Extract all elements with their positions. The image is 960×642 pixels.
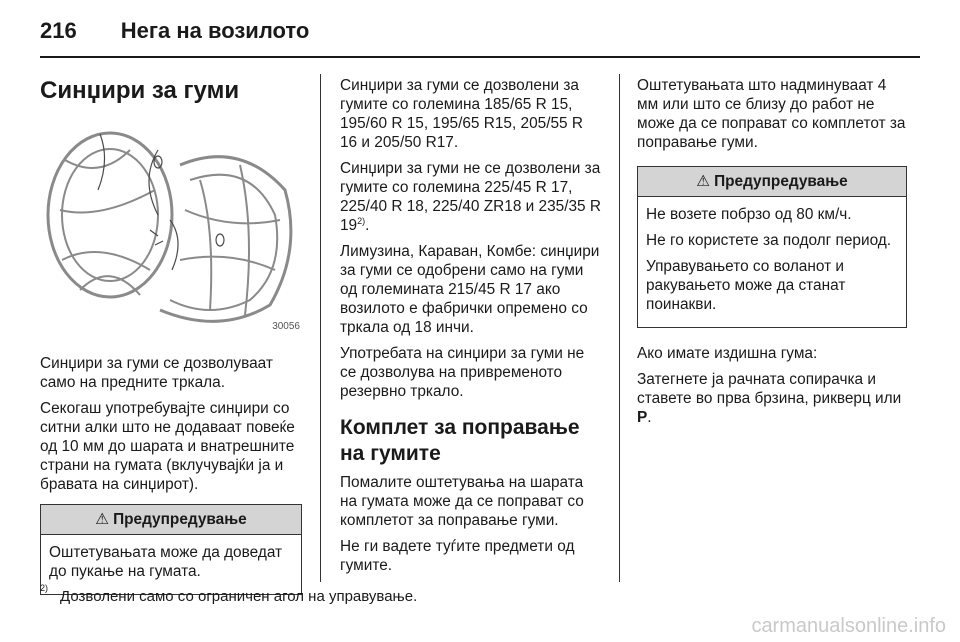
warning-header-2	[638, 167, 906, 197]
warning-2-speed: Не возете побрзо од 80 км/ч.	[646, 206, 852, 223]
paragraph-damage-limit: Оштетувањата што надминуваат 4 мм или што се близу до работ не може да се поправат со комплетот за поправање гуми.	[637, 77, 906, 151]
column-3	[637, 76, 907, 434]
column-divider-2	[619, 74, 620, 582]
figure-number: 30056	[272, 321, 300, 332]
section-title-tire-repair-kit: Комплет за поправање на гумите	[340, 416, 580, 465]
section-title-tire-chains: Синџири за гуми	[40, 77, 240, 104]
warning-triangle-icon: ⚠	[696, 173, 711, 190]
paragraph-spare-wheel: Употребата на синџири за гуми не се дозволува на привременото резервно тркало.	[340, 345, 585, 400]
footnote-text: Дозволени само со ограничен агол на управување.	[60, 588, 418, 605]
header-rule	[40, 56, 920, 58]
warning-title-2: Предупредување	[714, 173, 848, 190]
gear-park-symbol: P	[637, 409, 648, 426]
footnote	[40, 583, 418, 605]
paragraph-handbrake	[637, 370, 907, 427]
column-divider-1	[320, 74, 321, 582]
chapter-title: Нега на возилото	[120, 18, 310, 43]
page-header	[40, 18, 309, 58]
warning-body-2	[638, 197, 906, 327]
tire-chains-figure	[40, 120, 302, 340]
warning-title-1: Предупредување	[113, 511, 247, 528]
warning-2-handling: Управувањето со воланот и ракувањето може да станат поинакви.	[646, 258, 846, 313]
paragraph-sedan-wagon-van: Лимузина, Караван, Комбе: синџири за гуми се одобрени само на гуми од големината 215/45 R 17 ако возилото е фабрички опремено со тркала од 18 инчи.	[340, 243, 600, 336]
not-allowed-sizes-text: Синџири за гуми не се дозволени за гумите со големина 225/45 R 17, 225/40 R 18, 225/40 ZR18 и 235/35 R 19	[340, 160, 602, 234]
paragraph-not-allowed-sizes	[340, 159, 604, 235]
paragraph-minor-damage: Помалите оштетувања на шарата на гумата може да се поправат со комплетот за поправање гуми.	[340, 474, 584, 529]
column-1	[40, 76, 302, 607]
warning-header-1	[41, 505, 301, 535]
warning-box-2	[637, 166, 907, 328]
footnote-mark: 2)	[40, 583, 49, 593]
warning-2-duration: Не го користете за подолг период.	[646, 232, 892, 249]
paragraph-front-wheels: Синџири за гуми се дозволуваат само на предните тркала.	[40, 355, 273, 391]
warning-1-text: Оштетувањата може да доведат до пукање на гумата.	[49, 544, 283, 580]
footnote-reference: 2)	[357, 215, 366, 226]
not-allowed-sizes-period: .	[365, 217, 370, 234]
column-2	[340, 76, 604, 582]
handbrake-period: .	[647, 409, 652, 426]
paragraph-foreign-objects: Не ги вадете туѓите предмети од гумите.	[340, 538, 575, 574]
tire-chains-illustration	[40, 120, 302, 340]
paragraph-fine-mesh-chains: Секогаш употребувајте синџири со ситни алки што не додаваат повеќе од 10 мм до шарата и внатрешните страни на гумата (вклучувајќи ја и бравата на синџирот).	[40, 400, 295, 493]
warning-body-1	[41, 535, 301, 594]
handbrake-text: Затегнете ја рачната сопирачка и ставете во прва брзина, рикверц или	[637, 371, 902, 407]
watermark: carmanualsonline.info	[751, 615, 946, 637]
warning-triangle-icon: ⚠	[95, 511, 110, 528]
warning-box-1	[40, 504, 302, 595]
page-number: 216	[40, 18, 77, 43]
paragraph-allowed-sizes: Синџири за гуми се дозволени за гумите со големина 185/65 R 15, 195/60 R 15, 195/65 R15, 205/55 R 16 и 205/50 R17.	[340, 77, 584, 151]
paragraph-flat-tire: Ако имате издишна гума:	[637, 345, 818, 362]
